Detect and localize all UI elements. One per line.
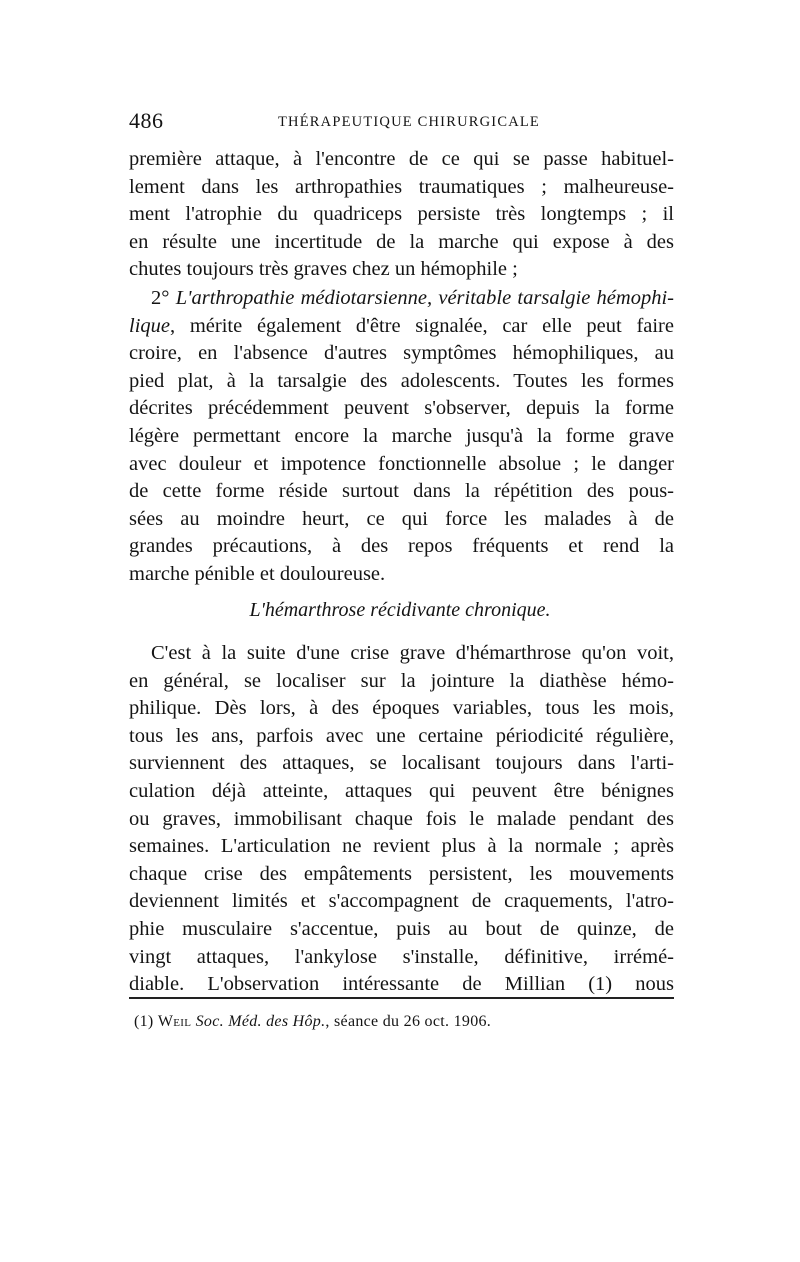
text-line: avec douleur et impotence fonctionnelle absolue ; le danger [129,452,674,475]
text-line: première attaque, à l'encontre de ce qui se passe habituel- [129,148,674,170]
text-line: philique. Dès lors, à des époques variables, tous les mois, [129,697,674,720]
item-number: 2° [151,287,170,309]
text-line: croire, en l'absence d'autres symptômes hémophiliques, au [129,342,674,365]
text-line: surviennent des attaques, se localisant toujours dans l'arti- [129,752,674,775]
text-line: diable. L'observation intéressante de Millian (1) nous [129,973,674,996]
text-line: culation déjà atteinte, attaques qui peuvent être bénignes [129,779,674,802]
text-line [129,313,674,341]
text-line: de cette forme réside surtout dans la répétition des pous- [129,480,674,503]
footnote-marker: (1) [134,1013,154,1030]
italic-heading: L'arthropathie médiotarsienne, véritable tarsalgie hémophi- [175,287,674,309]
text-line: deviennent limités et s'accompagnent de craquements, l'atro- [129,890,674,913]
text-line: en général, se localiser sur la jointure la diathèse hémo- [129,669,674,692]
text-line: phie musculaire s'accentue, puis au bout de quinze, de [129,917,674,940]
text-line: lement dans les arthropathies traumatiques ; malheureuse- [129,175,674,198]
text-line: semaines. L'articulation ne revient plus à la normale ; après [129,835,674,858]
italic-word: lique [129,314,170,337]
text-line: grandes précautions, à des repos fréquents et rend la [129,535,674,558]
footnote-author: Weil [157,1013,192,1030]
text-line: légère permettant encore la marche jusqu'à la forme grave [129,424,674,447]
text-line: vingt attaques, l'ankylose s'installe, définitive, irrémé- [129,945,674,968]
text-line: ou graves, immobilisant chaque fois le malade pendant des [129,807,674,830]
text-line: marche pénible et douloureuse. [129,562,386,585]
text-line: tous les ans, parfois avec une certaine périodicité régulière, [129,724,674,747]
text-line: sées au moindre heurt, ce qui force les malades à de [129,507,674,530]
footnote-rule [129,997,674,999]
text-line [129,285,674,313]
text-line: en résulte une incertitude de la marche qui expose à des [129,230,674,253]
text-line: chaque crise des empâtements persistent, les mouvements [129,862,674,885]
footnote [134,1013,491,1031]
footnote-source: Soc. Méd. des Hôp. [195,1013,326,1030]
text-fragment: , mérite également d'être signalée, car elle peut faire [170,314,674,337]
paragraph-continuation [129,146,674,284]
page-number: 486 [129,108,164,133]
section-title: L'hémarthrose récidivante chronique. [249,599,551,621]
text-line: C'est à la suite d'une crise grave d'hémarthrose qu'on voit, [151,642,674,664]
text-line: pied plat, à la tarsalgie des adolescents. Toutes les formes [129,369,674,392]
paragraph-arthropathie [129,285,674,589]
text-line: chutes toujours très graves chez un hémophile ; [129,258,518,281]
footnote-details: , séance du 26 oct. 1906. [325,1013,492,1030]
paragraph-hemarthrose [129,640,674,999]
text-line: ment l'atrophie du quadriceps persiste très longtemps ; il [129,203,674,226]
text-line: décrites précédemment peuvent s'observer, depuis la forme [129,397,674,420]
running-head: THÉRAPEUTIQUE CHIRURGICALE [278,114,540,130]
